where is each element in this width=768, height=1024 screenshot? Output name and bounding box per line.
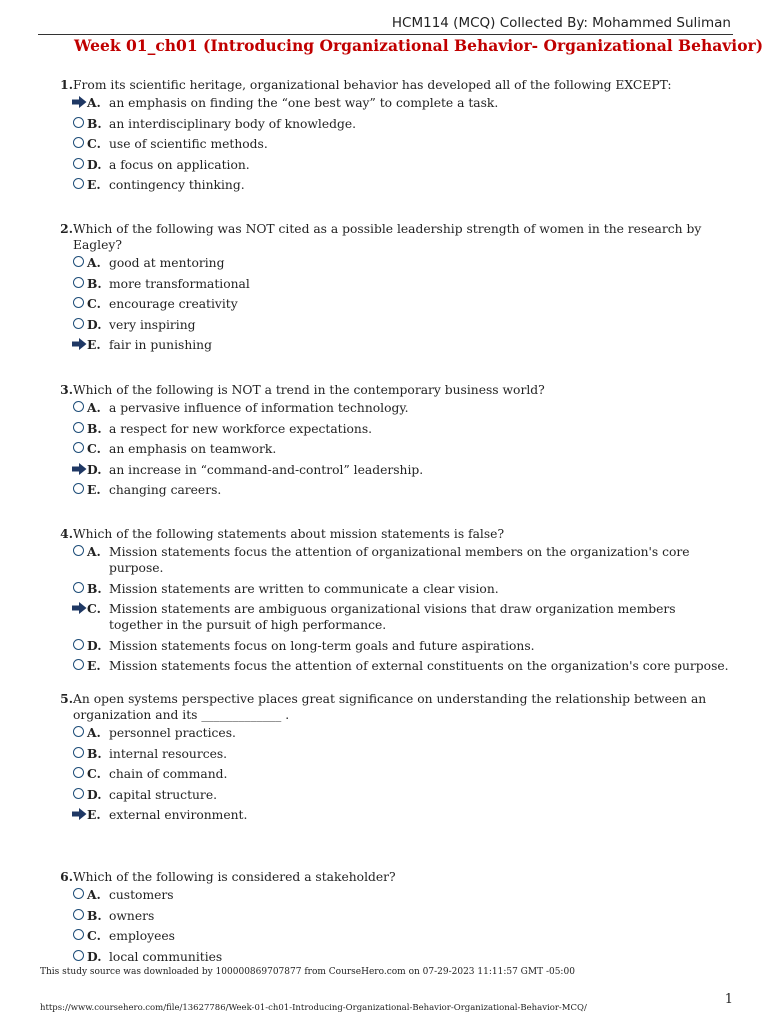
option-letter: C. <box>87 441 101 457</box>
radio-circle-icon[interactable] <box>72 908 86 922</box>
option-letter: B. <box>87 420 102 436</box>
answer-option[interactable] <box>40 725 730 741</box>
option-letter: A. <box>87 544 101 559</box>
option-letter: E. <box>87 658 101 674</box>
answer-option[interactable] <box>40 177 730 193</box>
question-block <box>40 77 730 193</box>
option-text: changing careers. <box>109 483 222 498</box>
radio-circle-icon[interactable] <box>72 544 86 558</box>
question-number: 2. <box>60 221 73 236</box>
option-text: an emphasis on teamwork. <box>109 442 277 457</box>
question-number: 5. <box>60 691 73 706</box>
radio-circle-icon[interactable] <box>72 136 86 150</box>
option-letter: C. <box>87 136 101 152</box>
radio-circle-icon[interactable] <box>72 658 86 672</box>
answer-option[interactable] <box>40 462 730 478</box>
option-text: external environment. <box>109 808 248 823</box>
answer-option[interactable] <box>40 908 730 924</box>
question-block <box>40 526 730 674</box>
option-letter: A. <box>87 255 101 270</box>
answer-option[interactable] <box>40 95 730 111</box>
option-text: fair in punishing <box>109 338 212 353</box>
radio-circle-icon[interactable] <box>72 746 86 760</box>
radio-circle-icon[interactable] <box>72 887 86 901</box>
question-block <box>40 691 730 823</box>
option-letter: E. <box>87 482 101 498</box>
answer-option[interactable] <box>40 887 730 903</box>
option-text: more transformational <box>109 276 250 291</box>
right-arrow-icon <box>72 807 86 821</box>
answer-option[interactable] <box>40 337 730 353</box>
radio-circle-icon[interactable] <box>72 296 86 310</box>
option-text: encourage creativity <box>109 297 238 312</box>
footer-url[interactable]: https://www.coursehero.com/file/13627786/Week-01-ch01-Introducing-Organizational-Behavior-Organizational-Behavior-MCQ/ <box>40 1003 587 1013</box>
option-text: use of scientific methods. <box>109 137 268 152</box>
answer-option[interactable] <box>40 421 730 437</box>
header-rule <box>38 34 733 35</box>
option-text: an interdisciplinary body of knowledge. <box>109 116 357 131</box>
right-arrow-icon <box>72 601 86 615</box>
answer-option[interactable] <box>40 581 730 597</box>
answer-option[interactable] <box>40 276 730 292</box>
option-text: good at mentoring <box>109 256 225 270</box>
option-text: very inspiring <box>109 317 196 332</box>
option-text: Mission statements are written to communicate a clear vision. <box>109 581 499 596</box>
radio-circle-icon[interactable] <box>72 317 86 331</box>
question-stem <box>40 382 730 398</box>
radio-circle-icon[interactable] <box>72 928 86 942</box>
answer-option[interactable] <box>40 116 730 132</box>
question-number: 6. <box>60 869 73 884</box>
question-text: Which of the following was NOT cited as a possible leadership strength of women in the research by Eagley? <box>73 222 702 252</box>
question-number: 4. <box>60 526 73 541</box>
radio-circle-icon[interactable] <box>72 400 86 414</box>
question-text: Which of the following statements about mission statements is false? <box>73 527 505 541</box>
option-text: Mission statements focus the attention of external constituents on the organization's core purpose. <box>109 659 729 674</box>
option-letter: D. <box>87 461 102 477</box>
answer-option[interactable] <box>40 255 730 271</box>
radio-circle-icon[interactable] <box>72 949 86 963</box>
option-letter: D. <box>87 156 102 172</box>
option-text: Mission statements focus the attention of organizational members on the organization's core purpose. <box>109 545 690 575</box>
radio-circle-icon[interactable] <box>72 725 86 739</box>
right-arrow-icon <box>72 462 86 476</box>
question-stem <box>40 869 730 885</box>
header-text: HCM114 (MCQ) Collected By: Mohammed Suliman <box>391 15 731 31</box>
option-letter: D. <box>87 786 102 802</box>
option-letter: E. <box>87 177 101 193</box>
option-text: capital structure. <box>109 787 218 802</box>
answer-option[interactable] <box>40 317 730 333</box>
page-title: Week 01_ch01 (Introducing Organizational Behavior- Organizational Behavior) <box>74 36 764 55</box>
answer-option[interactable] <box>40 638 730 654</box>
option-text: a focus on application. <box>109 157 250 172</box>
option-text: Mission statements are ambiguous organizational visions that draw organization members together in the pursuit of high performance. <box>109 602 676 633</box>
right-arrow-icon <box>72 337 86 351</box>
option-letter: B. <box>87 275 102 291</box>
option-letter: B. <box>87 907 102 923</box>
radio-circle-icon[interactable] <box>72 581 86 595</box>
radio-circle-icon[interactable] <box>72 441 86 455</box>
radio-circle-icon[interactable] <box>72 177 86 191</box>
radio-circle-icon[interactable] <box>72 255 86 269</box>
question-text: An open systems perspective places great significance on understanding the relationship between an organization and its _____________ . <box>73 692 707 722</box>
radio-circle-icon[interactable] <box>72 421 86 435</box>
answer-option[interactable] <box>40 157 730 173</box>
option-text: local communities <box>109 949 223 964</box>
answer-option[interactable] <box>40 787 730 803</box>
question-stem <box>40 221 730 253</box>
radio-circle-icon[interactable] <box>72 787 86 801</box>
option-letter: A. <box>87 95 101 110</box>
answer-option[interactable] <box>40 441 730 457</box>
option-letter: B. <box>87 745 102 761</box>
answer-option[interactable] <box>40 928 730 944</box>
option-letter: C. <box>87 766 101 782</box>
answer-option[interactable] <box>40 400 730 416</box>
answer-option[interactable] <box>40 544 730 576</box>
question-number: 1. <box>60 77 73 92</box>
answer-option[interactable] <box>40 949 730 965</box>
question-text: From its scientific heritage, organizational behavior has developed all of the following EXCEPT: <box>73 78 672 92</box>
radio-circle-icon[interactable] <box>72 766 86 780</box>
right-arrow-icon <box>72 95 86 109</box>
page-number: 1 <box>724 992 733 1007</box>
option-text: contingency thinking. <box>109 178 245 193</box>
option-letter: C. <box>87 928 101 944</box>
option-letter: B. <box>87 580 102 596</box>
question-text: Which of the following is NOT a trend in the contemporary business world? <box>73 383 545 397</box>
answer-option[interactable] <box>40 482 730 498</box>
option-letter: A. <box>87 887 101 902</box>
answer-option[interactable] <box>40 766 730 782</box>
answer-option[interactable] <box>40 658 730 674</box>
answer-option[interactable] <box>40 807 730 823</box>
option-text: internal resources. <box>109 746 228 761</box>
option-letter: D. <box>87 637 102 653</box>
option-letter: A. <box>87 725 101 740</box>
question-stem <box>40 77 730 93</box>
option-letter: D. <box>87 948 102 964</box>
option-text: an increase in “command-and-control” leadership. <box>109 462 424 477</box>
option-text: Mission statements focus on long-term goals and future aspirations. <box>109 638 535 653</box>
option-text: a pervasive influence of information technology. <box>109 401 409 415</box>
radio-circle-icon[interactable] <box>72 157 86 171</box>
option-letter: E. <box>87 337 101 353</box>
option-text: personnel practices. <box>109 726 236 740</box>
option-letter: D. <box>87 316 102 332</box>
answer-option[interactable] <box>40 296 730 312</box>
question-block <box>40 869 730 965</box>
option-letter: A. <box>87 400 101 415</box>
option-letter: B. <box>87 115 102 131</box>
option-letter: C. <box>87 296 101 312</box>
radio-circle-icon[interactable] <box>72 482 86 496</box>
answer-option[interactable] <box>40 136 730 152</box>
radio-circle-icon[interactable] <box>72 276 86 290</box>
option-text: owners <box>109 908 155 923</box>
footer-source-note: This study source was downloaded by 100000869707877 from CourseHero.com on 07-29-2023 11:11:57 GMT -05:00 <box>40 967 575 977</box>
option-text: chain of command. <box>109 767 228 782</box>
question-number: 3. <box>60 382 73 397</box>
question-stem <box>40 691 730 723</box>
option-letter: E. <box>87 807 101 823</box>
option-text: employees <box>109 929 175 944</box>
question-text: Which of the following is considered a stakeholder? <box>73 870 396 884</box>
answer-option[interactable] <box>40 746 730 762</box>
question-block <box>40 382 730 498</box>
option-text: customers <box>109 888 174 902</box>
radio-circle-icon[interactable] <box>72 638 86 652</box>
option-letter: C. <box>87 601 101 617</box>
radio-circle-icon[interactable] <box>72 116 86 130</box>
option-text: an emphasis on finding the “one best way” to complete a task. <box>109 96 499 110</box>
option-text: a respect for new workforce expectations. <box>109 421 373 436</box>
answer-option[interactable] <box>40 601 730 633</box>
question-stem <box>40 526 730 542</box>
question-block <box>40 221 730 353</box>
